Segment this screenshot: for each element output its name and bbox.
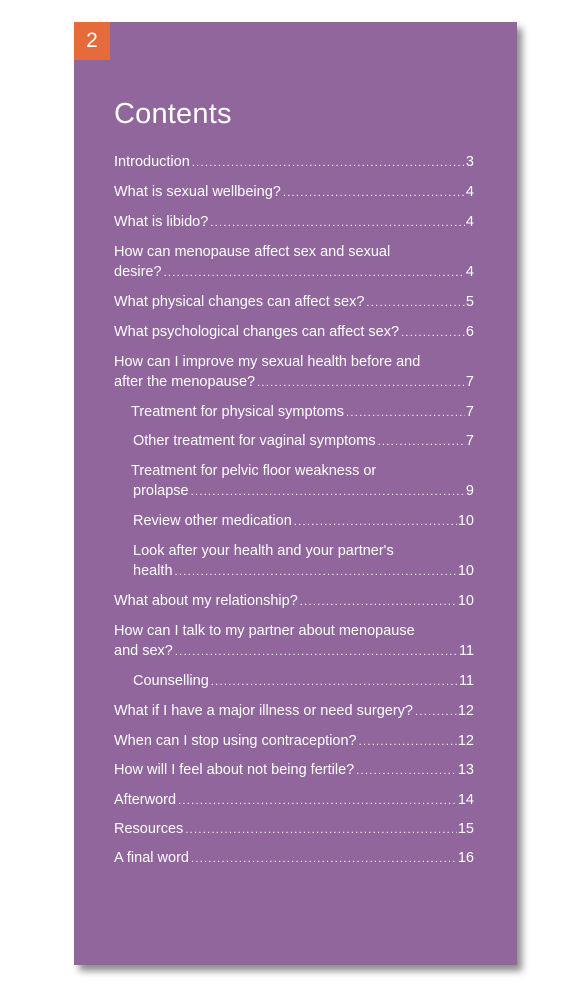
- toc-entry-page: 3: [465, 154, 474, 170]
- toc-entry[interactable]: [114, 760, 474, 781]
- toc-entry-title: How will I feel about not being fertile?: [114, 762, 355, 778]
- toc-entry-title: prolapse: [133, 483, 189, 499]
- toc-entry-title-line: Treatment for pelvic floor weakness or: [131, 463, 377, 479]
- toc-subentry[interactable]: [131, 402, 474, 423]
- toc-entry-title-line: How can I talk to my partner about menopause: [114, 623, 415, 639]
- toc-leader-dots: [401, 323, 465, 343]
- toc-entry-page: 9: [465, 483, 474, 499]
- toc-entry[interactable]: [114, 322, 474, 343]
- toc-entry[interactable]: [114, 242, 474, 283]
- toc-subentry[interactable]: [131, 461, 474, 502]
- toc-leader-dots: [415, 702, 457, 722]
- toc-leader-dots: [346, 403, 465, 423]
- toc-leader-dots: [175, 562, 457, 582]
- toc-entry-title: What psychological changes can affect sex?: [114, 324, 400, 340]
- contents-page: [74, 22, 517, 965]
- toc-leader-dots: [164, 263, 465, 283]
- toc-leader-dots: [300, 592, 457, 612]
- toc-entry-page: 15: [457, 821, 474, 837]
- toc-entry[interactable]: [114, 621, 474, 662]
- toc-entry-page: 4: [465, 214, 474, 230]
- toc-entry-page: 16: [457, 850, 474, 866]
- toc-entry-page: 14: [457, 792, 474, 808]
- toc-leader-dots: [175, 642, 458, 662]
- toc-entry-title: Treatment for physical symptoms: [131, 404, 344, 420]
- toc-leader-dots: [191, 849, 457, 869]
- toc-entry[interactable]: [114, 790, 474, 811]
- toc-entry-title: What physical changes can affect sex?: [114, 294, 365, 310]
- toc-entry-title: What is sexual wellbeing?: [114, 184, 281, 200]
- toc-leader-dots: [211, 672, 458, 692]
- toc-entry-title-line: Look after your health and your partner's: [133, 543, 394, 559]
- toc-entry-page: 10: [457, 593, 474, 609]
- toc-entry-title: Resources: [114, 821, 184, 837]
- toc-entry-title: When can I stop using contraception?: [114, 733, 357, 749]
- toc-entry-page: 5: [465, 294, 474, 310]
- toc-subentry[interactable]: [133, 541, 474, 582]
- toc-leader-dots: [378, 432, 465, 452]
- toc-entry-title: What if I have a major illness or need surgery?: [114, 703, 413, 719]
- toc-entry-title: Afterword: [114, 792, 177, 808]
- toc-entry-page: 4: [465, 184, 474, 200]
- toc-entry-page: 7: [465, 374, 474, 390]
- toc-entry[interactable]: [114, 352, 474, 393]
- toc-entry[interactable]: [114, 152, 474, 173]
- toc-leader-dots: [283, 183, 465, 203]
- toc-entry-page: 6: [465, 324, 474, 340]
- toc-leader-dots: [294, 512, 457, 532]
- toc-entry-page: 12: [457, 733, 474, 749]
- toc-entry-page: 11: [458, 643, 474, 659]
- toc-leader-dots: [366, 293, 465, 313]
- toc-leader-dots: [356, 761, 457, 781]
- toc-entry-title: Introduction: [114, 154, 190, 170]
- toc-entry-page: 12: [457, 703, 474, 719]
- toc-leader-dots: [359, 732, 457, 752]
- page-title: Contents: [114, 98, 232, 130]
- toc-entry-title: and sex?: [114, 643, 173, 659]
- toc-entry[interactable]: [114, 848, 474, 869]
- toc-entry[interactable]: [114, 701, 474, 722]
- toc-leader-dots: [257, 373, 465, 393]
- toc-entry-title: A final word: [114, 850, 189, 866]
- toc-leader-dots: [210, 213, 465, 233]
- toc-entry-title: Review other medication: [133, 513, 292, 529]
- toc-leader-dots: [178, 791, 457, 811]
- page-number-badge: 2: [74, 22, 110, 60]
- toc-leader-dots: [191, 482, 465, 502]
- toc-entry-title: Other treatment for vaginal symptoms: [133, 433, 376, 449]
- toc-entry-page: 10: [457, 563, 474, 579]
- toc-entry-page: 10: [457, 513, 474, 529]
- toc-entry-title: desire?: [114, 264, 162, 280]
- toc-entry-page: 7: [465, 404, 474, 420]
- toc-entry[interactable]: [114, 731, 474, 752]
- toc-leader-dots: [185, 820, 457, 840]
- toc-entry[interactable]: [114, 591, 474, 612]
- toc-entry-page: 13: [457, 762, 474, 778]
- toc-leader-dots: [192, 153, 465, 173]
- toc-entry-page: 11: [458, 673, 474, 689]
- toc-entry-title: What about my relationship?: [114, 593, 298, 609]
- toc-entry-page: 7: [465, 433, 474, 449]
- toc-entry-title: What is libido?: [114, 214, 209, 230]
- toc-subentry[interactable]: [133, 431, 474, 452]
- toc-entry-title-line: How can I improve my sexual health before and: [114, 354, 421, 370]
- toc-entry-page: 4: [465, 264, 474, 280]
- toc-entry[interactable]: [114, 212, 474, 233]
- toc-entry-title: health: [133, 563, 173, 579]
- toc-entry-title-line: How can menopause affect sex and sexual: [114, 244, 391, 260]
- toc-entry[interactable]: [114, 182, 474, 203]
- toc-entry-title: Counselling: [133, 673, 209, 689]
- toc-subentry[interactable]: [133, 511, 474, 532]
- toc-subentry[interactable]: [133, 671, 474, 692]
- toc-entry[interactable]: [114, 819, 474, 840]
- toc-entry-title: after the menopause?: [114, 374, 256, 390]
- toc-entry[interactable]: [114, 292, 474, 313]
